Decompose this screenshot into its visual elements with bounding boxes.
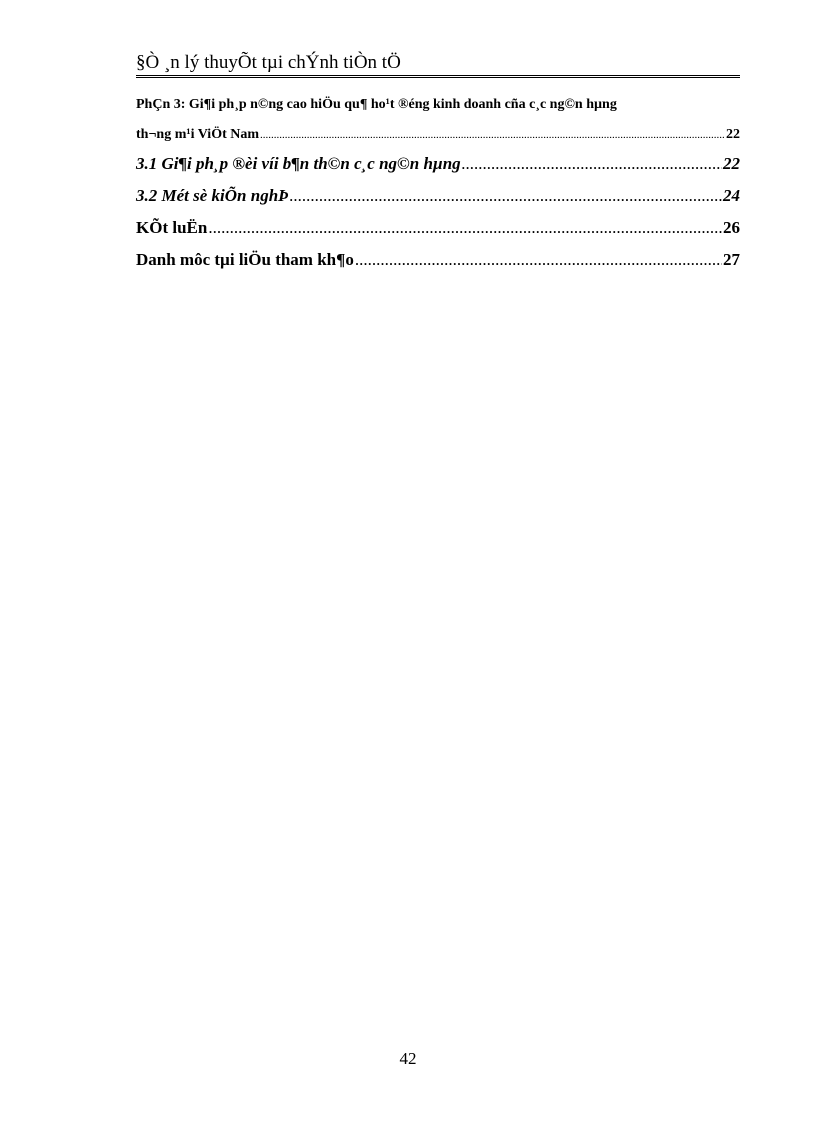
toc-entry-3-1[interactable] (136, 154, 740, 174)
table-of-contents (136, 96, 740, 270)
toc-entry-conclusion[interactable] (136, 218, 740, 238)
toc-entry-label: 3.2 Mét sè kiÕn nghÞ (136, 186, 289, 205)
header-title: §Ò ¸n lý thuyÕt tµi chÝnh tiÒn tÖ (136, 52, 401, 73)
toc-entry-page: 26 (723, 218, 740, 237)
page-number: 42 (399, 1049, 417, 1068)
toc-entry-page: 22 (726, 127, 740, 142)
document-header (136, 52, 740, 78)
toc-entry-part3[interactable] (136, 96, 716, 114)
dot-leader (260, 126, 725, 144)
toc-entry-references[interactable] (136, 250, 740, 270)
dot-leader (462, 154, 722, 174)
toc-entry-3-2[interactable] (136, 186, 740, 206)
toc-entry-label: 3.1 Gi¶i ph¸p ®èi víi b¶n th©n c¸c ng©n hµng (136, 154, 461, 173)
toc-entry-page: 27 (723, 250, 740, 269)
dot-leader (355, 250, 722, 270)
dot-leader (290, 186, 722, 206)
dot-leader (208, 218, 722, 238)
toc-entry-page: 24 (723, 186, 740, 205)
toc-entry-label: KÕt luËn (136, 218, 208, 237)
toc-entry-label: PhÇn 3: Gi¶i ph¸p n©ng cao hiÖu qu¶ ho¹t ®éng kinh doanh cña c¸c ng©n hµng (136, 97, 617, 112)
toc-entry-page: 22 (723, 154, 740, 173)
toc-entry-label: Danh môc tµi liÖu tham kh¶o (136, 250, 354, 269)
toc-entry-part3-cont[interactable] (136, 126, 740, 144)
toc-entry-label: th¬ng m¹i ViÖt Nam (136, 127, 260, 142)
